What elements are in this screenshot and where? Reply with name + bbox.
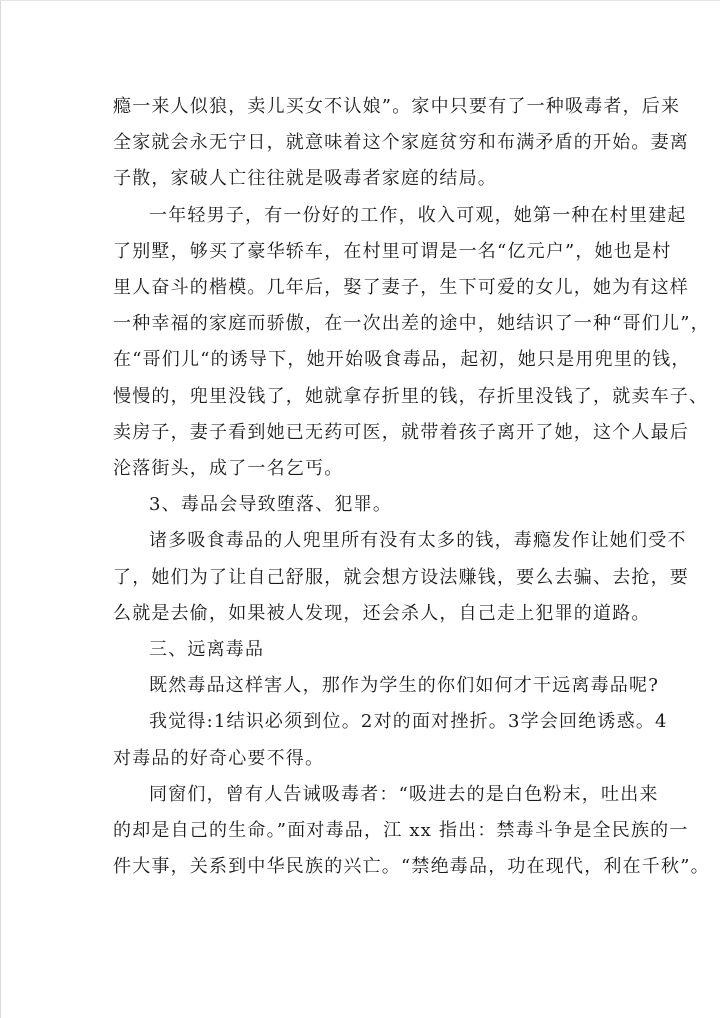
- text-line: 沦落街头，成了一名乞丐。: [113, 458, 344, 480]
- text-line: 对毒品的好奇心要不得。: [113, 747, 325, 769]
- text-line: 一年轻男子，有一份好的工作，收入可观，她第一种在村里建起: [149, 204, 687, 226]
- text-line: 件大事，关系到中华民族的兴亡。“禁绝毒品，功在现代，利在千秋”。: [113, 856, 710, 878]
- text-line: 子散，家破人亡往往就是吸毒者家庭的结局。: [113, 168, 497, 190]
- paragraph: [113, 523, 713, 632]
- text-line: 了别墅，够买了豪华轿车，在村里可谓是一名“亿元户”，她也是村: [113, 240, 672, 262]
- paragraph: [113, 632, 713, 668]
- document-body: [113, 89, 713, 885]
- text-line: 慢慢的，兜里没钱了，她就拿存折里的钱，存折里没钱了，就卖车子、: [113, 385, 709, 407]
- text-line: 既然毒品这样害人，那作为学生的你们如何才干远离毒品呢?: [149, 675, 660, 697]
- text-line: 3、毒品会导致堕落、犯罪。: [149, 494, 393, 516]
- text-line: 同窗们，曾有人告诫吸毒者：“吸进去的是白色粉末，吐出来: [149, 783, 659, 805]
- text-line: 诸多吸食毒品的人兜里所有没有太多的钱，毒瘾发作让她们受不: [149, 530, 687, 552]
- text-line: 三、远离毒品: [149, 639, 265, 661]
- text-line: 么就是去偷，如果被人发现，还会杀人，自己走上犯罪的道路。: [113, 602, 651, 624]
- paragraph: [113, 668, 713, 704]
- text-line: 瘾一来人似狼，卖儿买女不认娘”。家中只要有了一种吸毒者，后来: [113, 96, 681, 117]
- text-line: 了，她们为了让自己舒服，就会想方设法赚钱，要么去骗、去抢，要: [113, 566, 689, 588]
- paragraph: [113, 777, 713, 886]
- paragraph: [113, 198, 713, 488]
- paragraph: [113, 487, 713, 523]
- text-line: 的却是自己的生命。”面对毒品，江 xx 指出：禁毒斗争是全民族的一: [113, 820, 689, 842]
- text-line: 全家就会永无宁日，就意味着这个家庭贫穷和布满矛盾的开始。妻离: [113, 132, 689, 154]
- text-line: 里人奋斗的楷模。几年后，娶了妻子，生下可爱的女儿，她为有这样: [113, 277, 689, 299]
- paragraph: [113, 704, 713, 776]
- paragraph: [113, 89, 713, 198]
- text-line: 一种幸福的家庭而骄傲，在一次出差的途中，她结识了一种“哥们儿”，: [113, 313, 710, 335]
- text-line: 我觉得:1结识必须到位。2对的面对挫折。3学会回绝诱惑。4: [149, 711, 668, 733]
- text-line: 在“哥们儿“的诱导下，她开始吸食毒品，起初，她只是用兜里的钱，: [113, 349, 691, 371]
- text-line: 卖房子，妻子看到她已无药可医，就带着孩子离开了她，这个人最后: [113, 421, 689, 443]
